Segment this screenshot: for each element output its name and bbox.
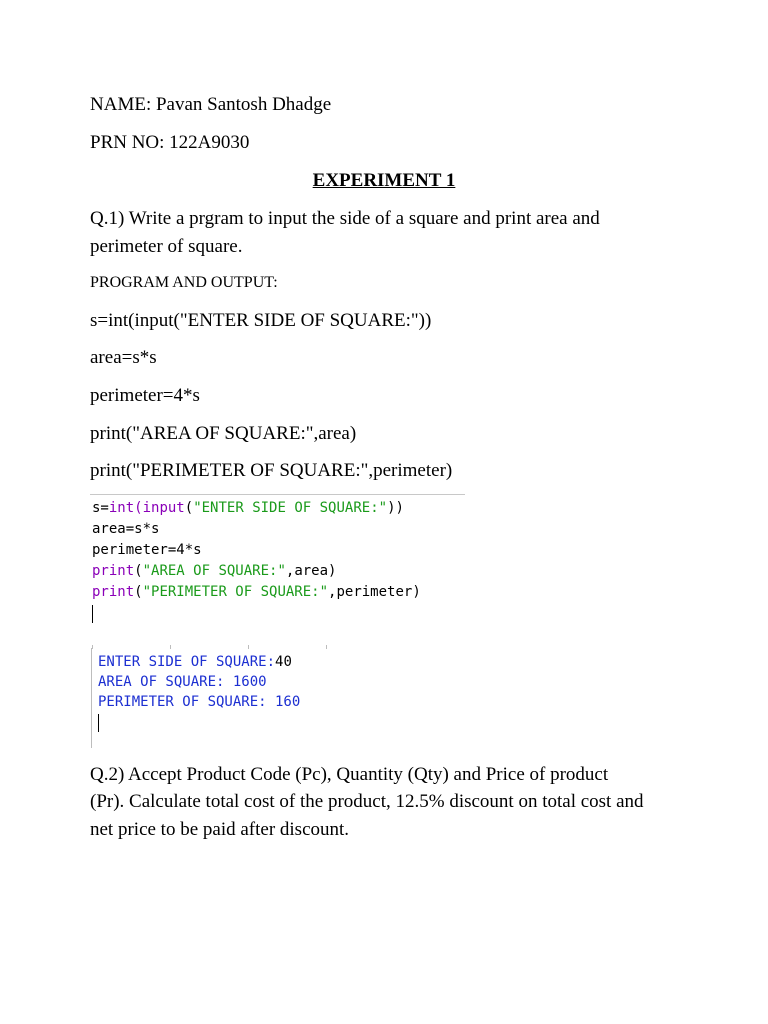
question-2-line-3: net price to be paid after discount. — [90, 819, 350, 840]
program-line-4: print("AREA OF SQUARE:",area) — [90, 423, 357, 444]
code-line-1: s=int(input("ENTER SIDE OF SQUARE:")) — [92, 500, 404, 516]
output-cursor — [98, 714, 99, 732]
student-name: NAME: Pavan Santosh Dhadge — [90, 94, 332, 115]
question-2-line-2: (Pr). Calculate total cost of the product, 12.5% discount on total cost and — [90, 791, 644, 812]
output-line-1: ENTER SIDE OF SQUARE:40 — [98, 654, 292, 670]
question-1-line-2: perimeter of square. — [90, 236, 243, 257]
shell-output-screenshot — [91, 648, 392, 748]
program-output-label: PROGRAM AND OUTPUT: — [90, 274, 278, 291]
experiment-title: EXPERIMENT 1 — [312, 170, 456, 191]
program-line-1: s=int(input("ENTER SIDE OF SQUARE:")) — [90, 310, 432, 331]
code-cursor — [92, 605, 93, 623]
code-line-5: print("PERIMETER OF SQUARE:",perimeter) — [92, 584, 421, 600]
program-line-3: perimeter=4*s — [90, 385, 200, 406]
code-line-2: area=s*s — [92, 521, 160, 537]
code-line-4: print("AREA OF SQUARE:",area) — [92, 563, 337, 579]
prn-number: PRN NO: 122A9030 — [90, 132, 250, 153]
program-line-5: print("PERIMETER OF SQUARE:",perimeter) — [90, 460, 453, 481]
output-line-2: AREA OF SQUARE: 1600 — [98, 674, 267, 690]
code-line-3: perimeter=4*s — [92, 542, 202, 558]
question-1-line-1: Q.1) Write a prgram to input the side of a square and print area and — [90, 208, 600, 229]
program-line-2: area=s*s — [90, 347, 157, 368]
output-line-3: PERIMETER OF SQUARE: 160 — [98, 694, 301, 710]
question-2-line-1: Q.2) Accept Product Code (Pc), Quantity (Qty) and Price of product — [90, 764, 609, 785]
code-editor-screenshot — [90, 494, 465, 625]
